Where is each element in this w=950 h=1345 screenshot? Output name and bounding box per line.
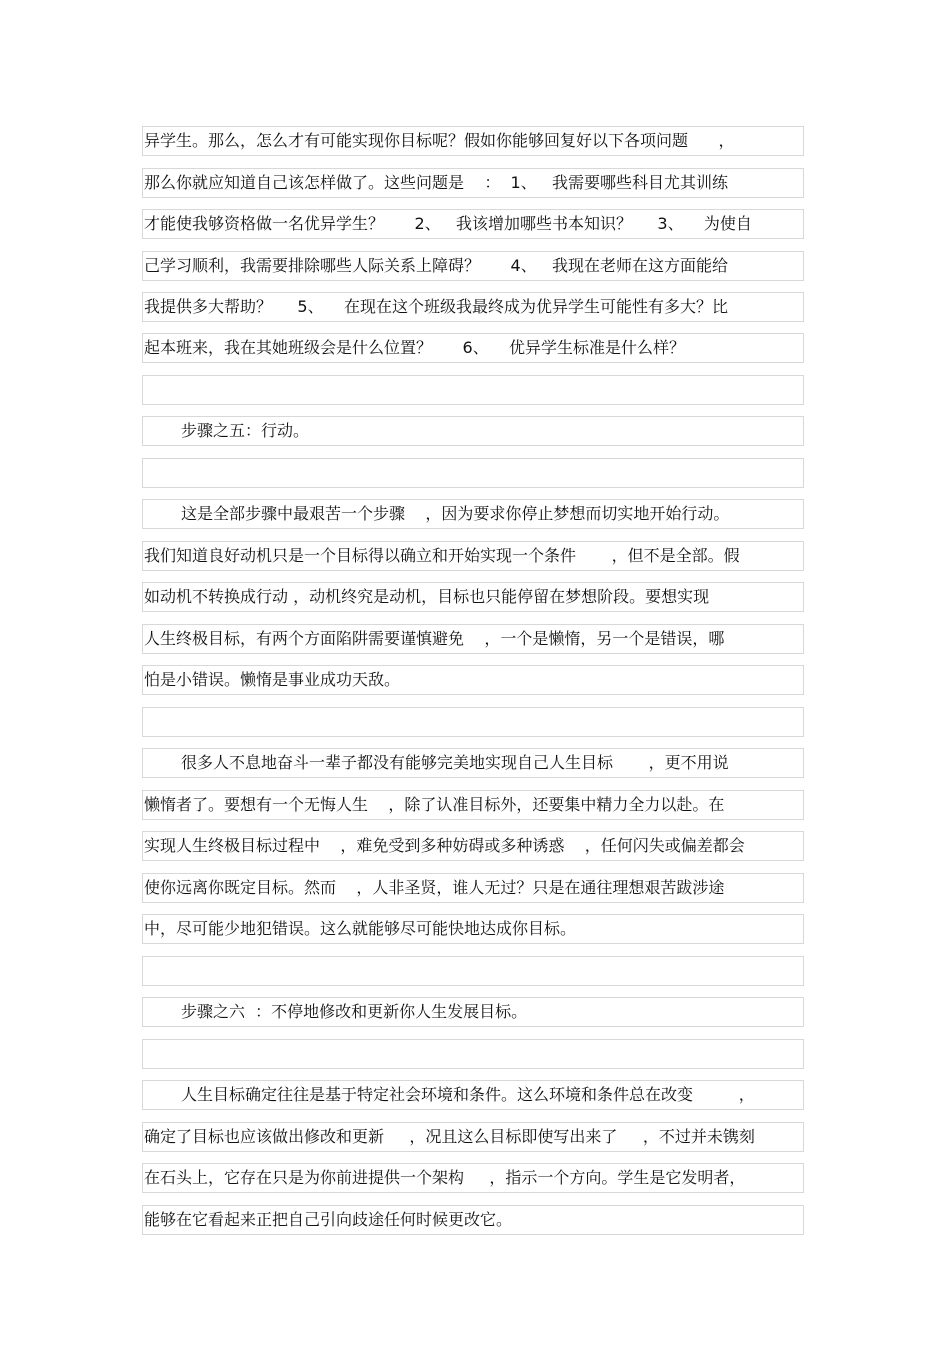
blank-line — [142, 458, 804, 488]
text-line: 人生目标确定往往是基于特定社会环境和条件。这么环境和条件总在改变 ， — [142, 1080, 804, 1110]
blank-line — [142, 707, 804, 737]
text-line: 使你远离你既定目标。然而 ，人非圣贤，谁人无过？只是在通往理想艰苦跋涉途 — [142, 873, 804, 903]
text-line: 在石头上，它存在只是为你前进提供一个架构 ，指示一个方向。学生是它发明者， — [142, 1163, 804, 1193]
text-line: 怕是小错误。懒惰是事业成功天敌。 — [142, 665, 804, 695]
text-line: 确定了目标也应该做出修改和更新 ，况且这么目标即使写出来了 ，不过并未镌刻 — [142, 1122, 804, 1152]
text-line: 中，尽可能少地犯错误。这么就能够尽可能快地达成你目标。 — [142, 914, 804, 944]
text-line: 我提供多大帮助？ 5、 在现在这个班级我最终成为优异学生可能性有多大？比 — [142, 292, 804, 322]
blank-line — [142, 956, 804, 986]
step-six-heading: 步骤之六 ：不停地修改和更新你人生发展目标。 — [142, 997, 804, 1027]
text-line: 如动机不转换成行动 ，动机终究是动机，目标也只能停留在梦想阶段。要想实现 — [142, 582, 804, 612]
text-line: 己学习顺利，我需要排除哪些人际关系上障碍？ 4、 我现在老师在这方面能给 — [142, 251, 804, 281]
text-line: 那么你就应知道自己该怎样做了。这些问题是 ： 1、 我需要哪些科目尤其训练 — [142, 168, 804, 198]
text-line: 很多人不息地奋斗一辈子都没有能够完美地实现自己人生目标 ，更不用说 — [142, 748, 804, 778]
text-line: 人生终极目标，有两个方面陷阱需要谨慎避免 ，一个是懒惰，另一个是错误，哪 — [142, 624, 804, 654]
text-line: 这是全部步骤中最艰苦一个步骤 ，因为要求你停止梦想而切实地开始行动。 — [142, 499, 804, 529]
text-line: 起本班来，我在其她班级会是什么位置？ 6、 优异学生标准是什么样？ — [142, 333, 804, 363]
text-line: 才能使我够资格做一名优异学生？ 2、 我该增加哪些书本知识？ 3、 为使自 — [142, 209, 804, 239]
step-five-heading: 步骤之五：行动。 — [142, 416, 804, 446]
text-line: 实现人生终极目标过程中 ，难免受到多种妨碍或多种诱惑 ，任何闪失或偏差都会 — [142, 831, 804, 861]
text-line: 异学生。那么，怎么才有可能实现你目标呢？假如你能够回复好以下各项问题 ， — [142, 126, 804, 156]
text-line: 我们知道良好动机只是一个目标得以确立和开始实现一个条件 ，但不是全部。假 — [142, 541, 804, 571]
text-line: 懒惰者了。要想有一个无悔人生 ，除了认准目标外，还要集中精力全力以赴。在 — [142, 790, 804, 820]
blank-line — [142, 375, 804, 405]
blank-line — [142, 1039, 804, 1069]
text-line: 能够在它看起来正把自己引向歧途任何时候更改它。 — [142, 1205, 804, 1235]
